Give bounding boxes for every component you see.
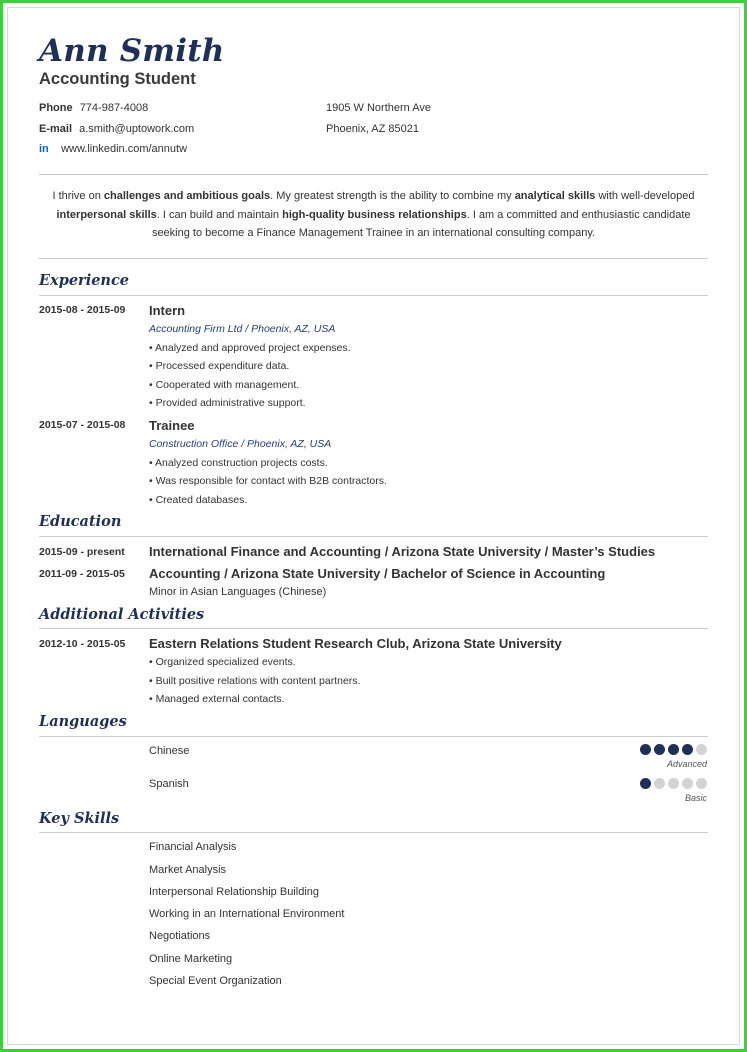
skill-item: Working in an International Environment	[149, 908, 345, 920]
rating-dot-empty	[682, 778, 693, 789]
skill-item: Interpersonal Relationship Building	[149, 886, 319, 898]
summary-text: . I am a committed and enthusiastic candidate seeking to become a Finance Management Trainee in an international consulting company.	[151, 208, 691, 239]
candidate-name: Ann Smith	[39, 33, 225, 69]
divider	[39, 258, 708, 259]
summary-highlight: challenges and ambitious goals	[103, 190, 271, 202]
skill-item: Special Event Organization	[149, 975, 282, 987]
summary-text: . My greatest strength is the ability to combine my	[270, 190, 515, 202]
section-rule	[39, 536, 708, 537]
experience-dates: 2015-07 - 2015-08	[39, 419, 126, 431]
divider	[39, 174, 708, 175]
experience-bullet: • Analyzed and approved project expenses.	[149, 342, 351, 354]
education-title: International Finance and Accounting / Arizona State University / Master’s Studies	[149, 544, 656, 559]
summary-text: I thrive on	[52, 190, 104, 202]
experience-title: Intern	[149, 303, 186, 318]
activity-bullet: • Organized specialized events.	[149, 656, 296, 668]
section-title-skills: Key Skills	[39, 810, 120, 827]
summary-highlight: interpersonal skills	[56, 208, 157, 221]
summary	[39, 187, 708, 243]
experience-dates: 2015-08 - 2015-09	[39, 304, 126, 316]
rating-dot-filled	[640, 744, 651, 755]
skill-item: Online Marketing	[149, 953, 233, 965]
linkedin-row	[39, 143, 187, 156]
rating-dot-empty	[654, 778, 665, 789]
language-rating	[640, 778, 707, 789]
linkedin-icon: in	[39, 143, 49, 155]
activity-title: Eastern Relations Student Research Club, Arizona State University	[149, 636, 562, 651]
language-rating	[640, 744, 707, 755]
experience-bullet: • Cooperated with management.	[149, 379, 300, 391]
language-name: Chinese	[149, 745, 190, 757]
rating-dot-empty	[696, 778, 707, 789]
email-value[interactable]: a.smith@uptowork.com	[79, 123, 195, 135]
language-level: Basic	[684, 793, 707, 803]
summary-text: . I can build and maintain	[156, 208, 283, 221]
section-rule	[39, 832, 708, 833]
summary-text: with well-developed	[595, 190, 695, 202]
skill-item: Financial Analysis	[149, 841, 237, 853]
education-title: Accounting / Arizona State University / Bachelor of Science in Accounting	[149, 566, 606, 581]
language-level: Advanced	[666, 759, 707, 769]
email-label: E-mail	[39, 123, 73, 135]
skill-item: Market Analysis	[149, 864, 227, 876]
section-title-experience: Experience	[39, 272, 130, 289]
section-rule	[39, 736, 708, 737]
phone-value: 774-987-4008	[79, 102, 149, 114]
rating-dot-filled	[640, 778, 651, 789]
job-title: Accounting Student	[39, 70, 196, 88]
section-title-languages: Languages	[39, 713, 127, 730]
experience-title: Trainee	[149, 418, 195, 433]
rating-dot-filled	[668, 744, 679, 755]
experience-bullet: • Analyzed construction projects costs.	[149, 457, 328, 469]
section-title-activities: Additional Activities	[39, 606, 205, 623]
experience-bullet: • Created databases.	[149, 494, 248, 506]
rating-dot-filled	[654, 744, 665, 755]
phone-label: Phone	[39, 102, 73, 114]
activity-bullet: • Managed external contacts.	[149, 693, 285, 705]
experience-org: Accounting Firm Ltd / Phoenix, AZ, USA	[149, 323, 336, 335]
section-rule	[39, 628, 708, 629]
section-title-education: Education	[39, 513, 122, 530]
summary-highlight: analytical skills	[514, 190, 596, 202]
rating-dot-filled	[682, 744, 693, 755]
education-note: Minor in Asian Languages (Chinese)	[149, 586, 327, 598]
experience-bullet: • Was responsible for contact with B2B contractors.	[149, 475, 387, 487]
rating-dot-empty	[696, 744, 707, 755]
rating-dot-empty	[668, 778, 679, 789]
education-dates: 2015-09 - present	[39, 546, 125, 558]
activity-bullet: • Built positive relations with content partners.	[149, 675, 361, 687]
address-line-2: Phoenix, AZ 85021	[326, 123, 419, 135]
activity-dates: 2012-10 - 2015-05	[39, 638, 126, 650]
phone-row	[39, 102, 148, 114]
language-name: Spanish	[149, 778, 189, 790]
skill-item: Negotiations	[149, 930, 211, 942]
experience-bullet: • Processed expenditure data.	[149, 360, 290, 372]
experience-bullet: • Provided administrative support.	[149, 397, 306, 409]
address-line-1: 1905 W Northern Ave	[326, 102, 431, 114]
experience-org: Construction Office / Phoenix, AZ, USA	[149, 438, 332, 450]
section-rule	[39, 295, 708, 296]
email-row	[39, 123, 194, 135]
linkedin-url[interactable]: www.linkedin.com/annutw	[61, 143, 188, 155]
education-dates: 2011-09 - 2015-05	[39, 568, 125, 580]
summary-highlight: high-quality business relationships	[282, 208, 467, 221]
